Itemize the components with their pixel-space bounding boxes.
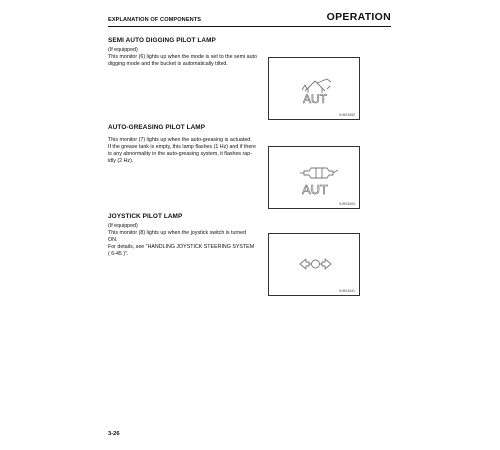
header-chapter-title: OPERATION [326, 11, 391, 23]
section-joystick [108, 213, 266, 258]
section-title: AUTO-GREASING PILOT LAMP [108, 124, 206, 131]
body-line: This monitor (8) lights up when the joystick switch is turned [108, 230, 247, 236]
figure-auto-greasing [268, 146, 360, 209]
body-line: This monitor (7) lights up when the auto-greasing is actuated. [108, 137, 252, 143]
figure-code: 9JH03453 [339, 113, 355, 117]
body-line: This monitor (6) lights up when the mode is set to the semi auto [108, 54, 257, 60]
body-line: (If equipped) [108, 223, 138, 229]
section-auto-greasing [108, 124, 266, 165]
figure-code: 9JH03463 [339, 202, 355, 206]
body-line: digging mode and the bucket is automatically tilted. [108, 61, 228, 67]
body-line: is any abnormality in the auto-greasing system, it flashes rap- [108, 151, 252, 157]
section-title: SEMI AUTO DIGGING PILOT LAMP [108, 37, 216, 44]
body-line: For details, see "HANDLING JOYSTICK STEERING SYSTEM [108, 244, 255, 250]
section-title: JOYSTICK PILOT LAMP [108, 213, 183, 220]
header-rule [108, 26, 391, 27]
body-line: ( 6-45 )". [108, 251, 129, 257]
figure-code: 9JH03441 [339, 289, 355, 293]
auto-greasing-icon [269, 147, 361, 210]
figure-joystick [268, 233, 360, 296]
aut-label: AUT [303, 92, 327, 106]
aut-label: AUT [302, 182, 328, 197]
header-section-title: EXPLANATION OF COMPONENTS [108, 17, 202, 23]
semi-auto-digging-icon [269, 58, 361, 121]
page-number: 3-26 [108, 431, 120, 437]
body-line: (If equipped) [108, 47, 138, 53]
body-line: If the grease tank is empty, this lamp flashes (1 Hz) and if there [108, 144, 256, 150]
section-semi-auto-digging [108, 37, 266, 68]
body-line: idly (2 Hz). [108, 158, 134, 164]
joystick-icon [269, 234, 361, 297]
body-line: ON. [108, 237, 118, 243]
figure-semi-auto-digging [268, 57, 360, 120]
